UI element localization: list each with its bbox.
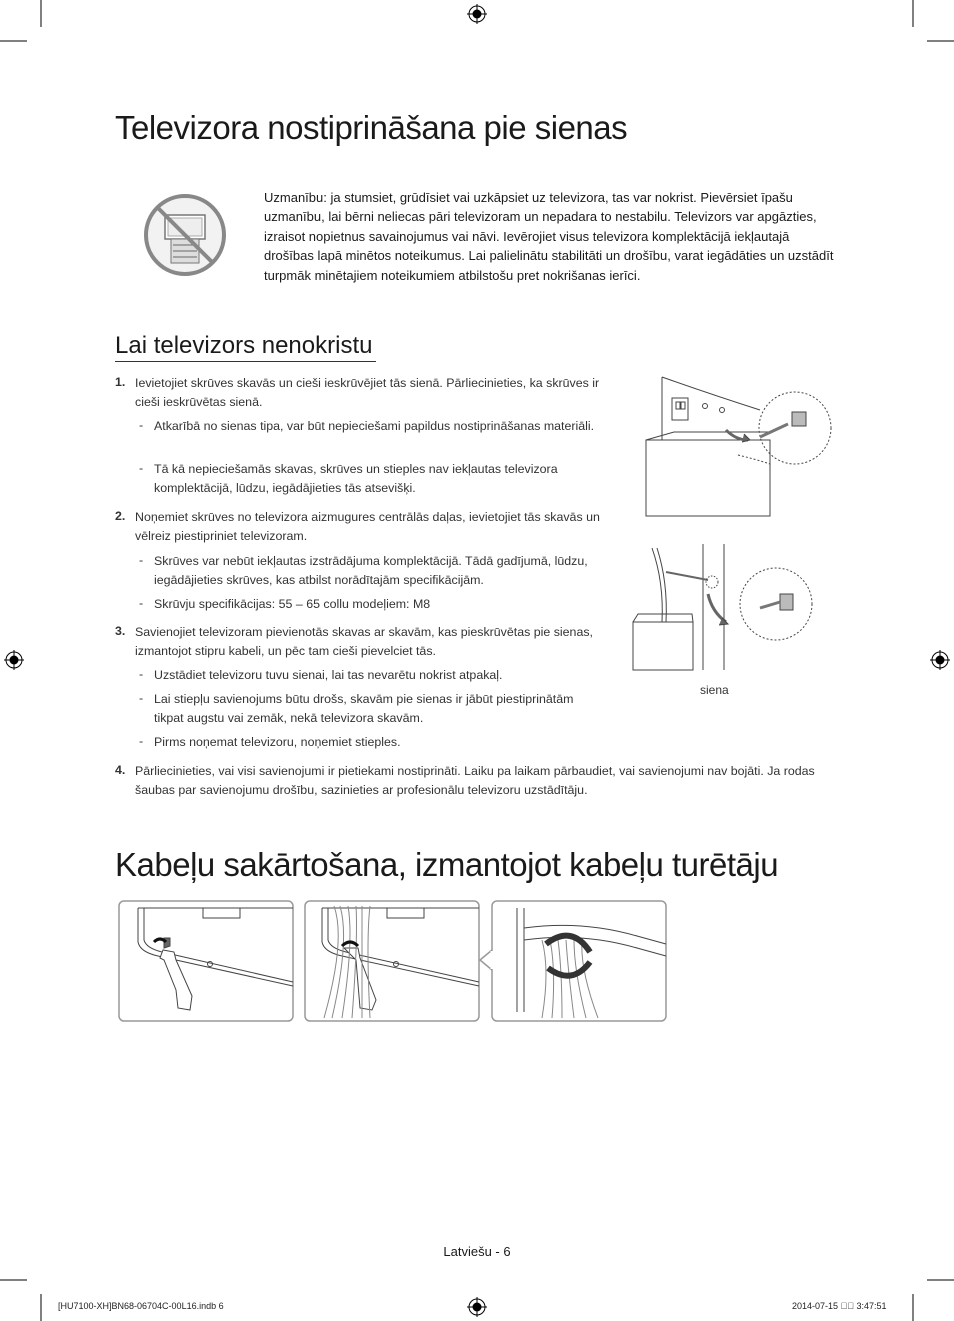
registration-mark-icon (930, 650, 950, 670)
step-note: Skrūves var nebūt iekļautas izstrādājuma komplektācijā. Tādā gadījumā, lūdzu, iegādājieties skrūves, kas atbilst norādītajām specifikācijām. (154, 554, 588, 588)
step-number: 2. (115, 509, 126, 523)
note-dash: - (139, 734, 144, 748)
step-number: 4. (115, 763, 126, 777)
cable-holder-step-1-illustration (118, 900, 294, 1022)
cable-holder-step-2-illustration (304, 900, 480, 1022)
step-note: Tā kā nepieciešamās skavas, skrūves un stieples nav iekļautas televizora komplektācijā, lūdzu, iegādājieties tās atsevišķi. (154, 462, 558, 496)
registration-mark-icon (467, 1297, 487, 1317)
wall-tether-illustration (630, 542, 815, 674)
step-note: Skrūvju specifikācijas: 55 – 65 collu modeļiem: M8 (154, 597, 431, 611)
step-note: Pirms noņemat televizoru, noņemiet stieples. (154, 735, 401, 749)
step-text: Savienojiet televizoram pievienotās skavas ar skavām, kas pieskrūvētas pie sienas, izmantojot stipru kabeli, un pēc tam cieši pievelciet tās. (135, 625, 593, 659)
cable-holder-step-3-illustration (462, 900, 668, 1022)
page-title: Televizora nostiprināšana pie sienas (115, 109, 628, 146)
section-title: Kabeļu sakārtošana, izmantojot kabeļu turētāju (115, 846, 779, 883)
step-text: Noņemiet skrūves no televizora aizmugures centrālās daļas, ievietojiet tās skavās un vēlreiz piestipriniet televizoram. (135, 510, 600, 544)
tv-bracket-illustration (640, 372, 835, 518)
step-note: Atkarībā no sienas tipa, var būt nepieciešami papildus nostiprināšanas materiāli. (154, 419, 595, 433)
step-text: Ievietojiet skrūves skavās un cieši ieskrūvējiet tās sienā. Pārliecinieties, ka skrūves ir cieši ieskrūvētas sienā. (135, 376, 600, 410)
note-dash: - (139, 553, 144, 567)
wall-caption: siena (700, 683, 729, 697)
print-slug-timestamp: 2014-07-15    3:47:51 (792, 1301, 887, 1311)
subsection-underline (115, 361, 376, 362)
note-dash: - (139, 418, 144, 432)
note-dash: - (139, 596, 144, 610)
registration-mark-icon (4, 650, 24, 670)
print-slug-file: [HU7100-XH]BN68-06704C-00L16.indb 6 (58, 1301, 224, 1311)
step-number: 1. (115, 375, 126, 389)
step-note: Lai stiepļu savienojums būtu drošs, skavām pie sienas ir jābūt piestiprinātām tikpat augstu vai zemāk, nekā televizora skavām. (154, 692, 574, 726)
note-dash: - (139, 461, 144, 475)
page-number: Latviešu - 6 (443, 1244, 511, 1259)
note-dash: - (139, 667, 144, 681)
step-text: Pārliecinieties, vai visi savienojumi ir pietiekami nostiprināti. Laiku pa laikam pārbaudiet, vai savienojumi nav bojāti. Ja rodas šaubas par savienojumu drošību, sazinieties ar profesionālu televizoru uzstādītāju. (135, 764, 815, 798)
note-dash: - (139, 691, 144, 705)
safety-warning-text: Uzmanību: ja stumsiet, grūdīsiet vai uzkāpsiet uz televizora, tas var nokrist. Pievērsiet īpašu uzmanību, lai bērni neliecas pāri televizoram un nepadara to nestabilu. Televizors var apgāzties, izraisot nopietnus savainojumus vai nāvi. Ievērojiet visus televizora komplektācijā iekļautajā drošības lapā minētos noteikumus. Lai palielinātu stabilitāti un drošību, varat iegādāties un uzstādīt turpmāk minētajiem noteikumiem atbilstošu pret nokrišanas ierīci. (264, 190, 834, 283)
step-note: Uzstādiet televizoru tuvu sienai, lai tas nevarētu nokrist atpakaļ. (154, 668, 503, 682)
subsection-title: Lai televizors nenokristu (115, 332, 373, 359)
no-leaning-warning-icon (143, 193, 227, 277)
registration-mark-icon (467, 4, 487, 24)
step-number: 3. (115, 624, 126, 638)
